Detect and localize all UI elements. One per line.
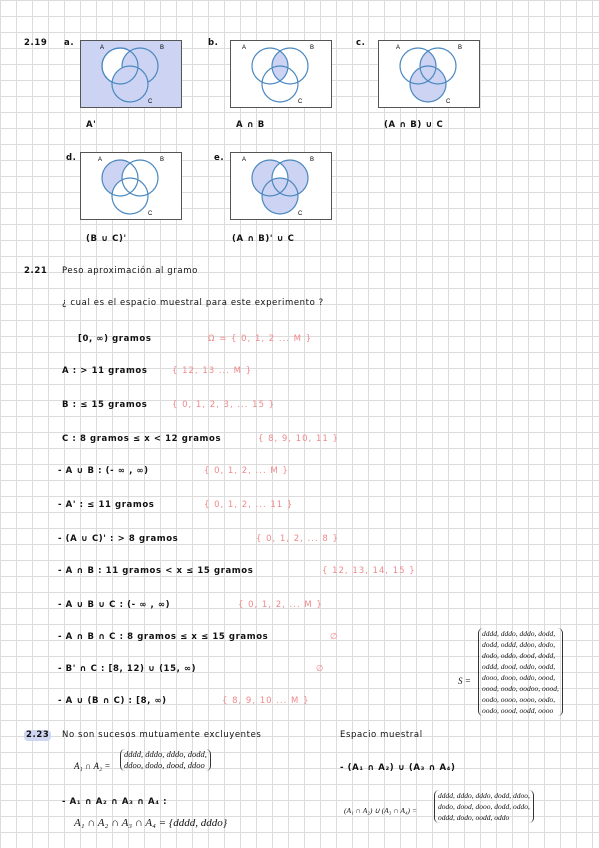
row-label-6: - (A ∪ C)' : > 8 gramos bbox=[58, 534, 179, 544]
row-answer-4: { 0, 1, 2, ... M } bbox=[204, 466, 289, 476]
sample-space-line: oodo, oooo, oooo, oodo, bbox=[482, 695, 556, 704]
row-answer-3: { 8, 9, 10, 11 } bbox=[258, 434, 339, 444]
diagram-letter-a: a. bbox=[64, 38, 75, 48]
sample-space-line: dooo, dooo, oddo, oood, bbox=[482, 673, 556, 682]
diagram-caption-b: A ∩ B bbox=[236, 120, 265, 130]
problem-number-219: 2.19 bbox=[24, 38, 48, 48]
diagram-caption-d: (B ∪ C)' bbox=[86, 234, 127, 244]
diagram-letter-b: b. bbox=[208, 38, 219, 48]
row-label-1: A : > 11 gramos bbox=[62, 366, 148, 376]
svg-text:C: C bbox=[298, 99, 303, 105]
eq2: A₁ ∩ A₂ ∩ A₃ ∩ A₄ = {dddd, dddo} bbox=[74, 817, 228, 829]
problem-223-title: No son sucesos mutuamente excluyentes bbox=[62, 730, 262, 740]
svg-text:B: B bbox=[310, 157, 315, 163]
sample-space-line: oood, oodo, oodoo, oood, bbox=[482, 684, 559, 693]
row-answer-10: ∅ bbox=[316, 664, 325, 674]
set-label-b: B bbox=[160, 45, 165, 51]
row-answer-2: { 0, 1, 2, 3, ... 15 } bbox=[172, 400, 276, 410]
venn-diagram-c bbox=[378, 40, 480, 108]
svg-text:A: A bbox=[396, 45, 401, 51]
sample-space-line: dddd, dddo, dddo, dodd, bbox=[482, 629, 556, 638]
row-answer-5: { 0, 1, 2, ... 11 } bbox=[204, 500, 294, 510]
row-label-5: - A' : ≤ 11 gramos bbox=[58, 500, 155, 510]
set-label-a: A bbox=[100, 45, 105, 51]
venn-diagram-b bbox=[230, 40, 332, 108]
diagram-letter-e: e. bbox=[214, 153, 225, 163]
svg-text:A: A bbox=[242, 157, 247, 163]
row-answer-7: { 12, 13, 14, 15 } bbox=[322, 566, 416, 576]
svg-text:B: B bbox=[160, 157, 165, 163]
diagram-caption-c: (A ∩ B) ∪ C bbox=[384, 120, 444, 130]
eq1-line: dddd, dddo, dddo, dodd, bbox=[124, 749, 207, 759]
row-label-0: [0, ∞) gramos bbox=[78, 334, 152, 344]
item2-label: - A₁ ∩ A₂ ∩ A₃ ∩ A₄ : bbox=[62, 797, 168, 807]
row-label-7: - A ∩ B : 11 gramos < x ≤ 15 gramos bbox=[58, 566, 254, 576]
row-label-10: - B' ∩ C : [8, 12) ∪ (15, ∞) bbox=[58, 664, 197, 674]
svg-text:A: A bbox=[98, 157, 103, 163]
eq3-line: dodo, dood, dooo, dodd, oddo, bbox=[438, 802, 530, 811]
svg-text:C: C bbox=[148, 211, 153, 217]
row-label-4: - A ∪ B : (- ∞ , ∞) bbox=[58, 466, 149, 476]
svg-text:B: B bbox=[310, 45, 315, 51]
svg-text:B: B bbox=[458, 45, 463, 51]
svg-text:C: C bbox=[446, 99, 451, 105]
row-label-11: - A ∪ (B ∩ C) : [8, ∞) bbox=[58, 696, 167, 706]
eq3-line: dddd, dddo, dddo, dodd, ddoo, bbox=[438, 791, 530, 800]
row-answer-6: { 0, 1, 2, ... 8 } bbox=[256, 534, 339, 544]
right-title: Espacio muestral bbox=[340, 730, 423, 740]
venn-diagram-d bbox=[80, 152, 182, 220]
row-answer-1: { 12, 13 ... M } bbox=[172, 366, 253, 376]
svg-text:C: C bbox=[298, 211, 303, 217]
problem-221-title: Peso aproximación al gramo bbox=[62, 266, 198, 276]
problem-number-223: 2.23 bbox=[26, 730, 50, 740]
eq3-set bbox=[434, 790, 534, 823]
venn-diagram-a bbox=[80, 40, 182, 108]
sample-space-line: dodo, oddo, dood, dodd, bbox=[482, 651, 556, 660]
diagram-caption-a: A' bbox=[86, 120, 97, 130]
row-answer-9: ∅ bbox=[330, 632, 339, 642]
eq1-line: ddoo, dodo, dood, ddoo bbox=[124, 760, 205, 770]
row-answer-11: { 8, 9, 10 ... M } bbox=[222, 696, 310, 706]
row-label-2: B : ≤ 15 gramos bbox=[62, 400, 148, 410]
problem-number-221: 2.21 bbox=[24, 266, 48, 276]
diagram-letter-d: d. bbox=[66, 153, 77, 163]
diagram-caption-e: (A ∩ B)' ∪ C bbox=[232, 234, 295, 244]
sample-space-set bbox=[478, 628, 563, 716]
eq1-prefix: A₁ ∩ A₂ = bbox=[74, 761, 111, 771]
sample-space-line: dodd, oddd, ddoo, dodo, bbox=[482, 640, 556, 649]
svg-text:A: A bbox=[242, 45, 247, 51]
eq3-prefix: (A₁ ∩ A₂) ∪ (A₃ ∩ A₄) = bbox=[344, 806, 417, 815]
eq3-line: oddd, dodo, oodd, oddo bbox=[438, 813, 510, 822]
row-label-9: - A ∩ B ∩ C : 8 gramos ≤ x ≤ 15 gramos bbox=[58, 632, 269, 642]
right-item: - (A₁ ∩ A₂) ∪ (A₃ ∩ A₄) bbox=[340, 763, 456, 773]
row-answer-0: Ω = { 0, 1, 2 ... M } bbox=[208, 334, 313, 344]
row-label-8: - A ∪ B ∪ C : (- ∞ , ∞) bbox=[58, 600, 171, 610]
row-label-3: C : 8 gramos ≤ x < 12 gramos bbox=[62, 434, 222, 444]
set-label-c: C bbox=[148, 99, 153, 105]
problem-221-question: ¿ cual es el espacio muestral para este experimento ? bbox=[62, 298, 324, 308]
row-answer-8: { 0, 1, 2, ... M } bbox=[238, 600, 323, 610]
diagram-letter-c: c. bbox=[356, 38, 366, 48]
sample-space-line: oddd, dood, oddo, oodd, bbox=[482, 662, 556, 671]
venn-diagram-e bbox=[230, 152, 332, 220]
sample-space-prefix: S = bbox=[458, 676, 471, 686]
sample-space-line: oodo, oood, oodd, oooo bbox=[482, 706, 554, 715]
eq1-set bbox=[120, 749, 211, 771]
